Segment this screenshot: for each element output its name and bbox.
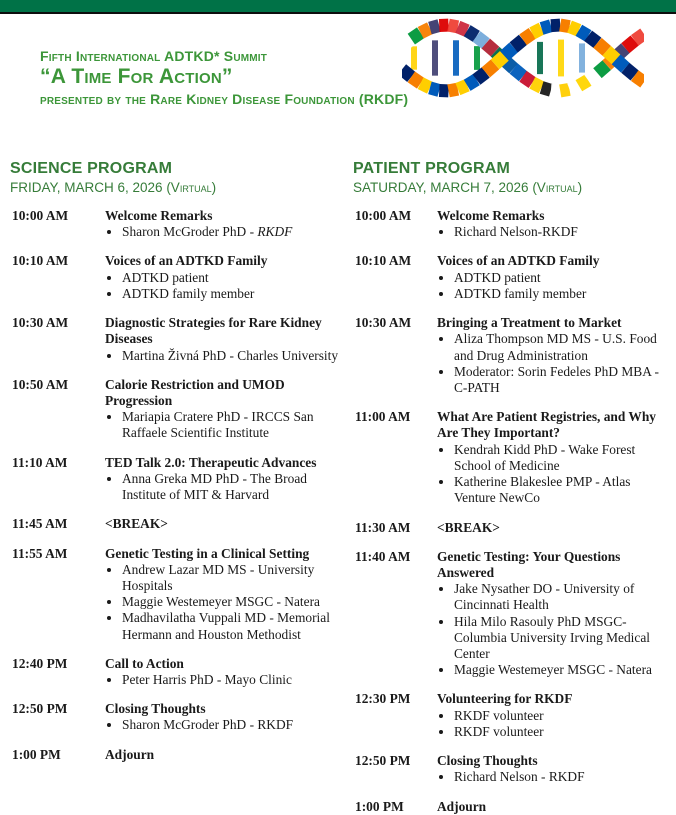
session-time: 11:30 AM — [353, 520, 437, 536]
session-row — [353, 691, 668, 740]
speaker-list — [105, 471, 353, 503]
session-row — [353, 753, 668, 785]
speaker-item: • ADTKD family member — [454, 286, 668, 302]
presented-by-line: presented by the Rare Kidney Disease Foundation (RKDF) — [40, 91, 676, 107]
speaker-item: • Martina Živná PhD - Charles University — [122, 348, 353, 364]
session-row — [353, 409, 668, 506]
science-date-text: FRIDAY, MARCH 6, 2026 — [10, 180, 166, 195]
speaker-list — [105, 270, 353, 302]
session-time: 10:10 AM — [10, 253, 105, 302]
speaker-list — [437, 708, 668, 740]
session-title: Bringing a Treatment to Market — [437, 315, 668, 331]
session-title: Voices of an ADTKD Family — [437, 253, 668, 269]
session-time: 12:40 PM — [10, 656, 105, 688]
session-body — [105, 516, 353, 532]
session-row — [10, 455, 353, 504]
session-time: 11:45 AM — [10, 516, 105, 532]
summit-tagline: “A Time For Action” — [40, 65, 676, 89]
patient-program-column — [353, 160, 676, 815]
speaker-list — [105, 224, 353, 240]
patient-session-list — [353, 208, 668, 815]
session-title: Welcome Remarks — [105, 208, 353, 224]
session-time: 11:10 AM — [10, 455, 105, 504]
session-body — [437, 691, 668, 740]
session-row — [353, 208, 668, 240]
session-body — [437, 409, 668, 506]
session-time: 10:50 AM — [10, 377, 105, 442]
speaker-list — [105, 348, 353, 364]
speaker-list — [105, 562, 353, 643]
session-row — [10, 516, 353, 532]
session-title: Genetic Testing in a Clinical Setting — [105, 546, 353, 562]
speaker-item: • Andrew Lazar MD MS - University Hospitals — [122, 562, 353, 594]
session-time: 10:30 AM — [10, 315, 105, 364]
session-title: Calorie Restriction and UMOD Progression — [105, 377, 353, 409]
speaker-item: • Maggie Westemeyer MSGC - Natera — [454, 662, 668, 678]
speaker-item: • Anna Greka MD PhD - The Broad Institute of MIT & Harvard — [122, 471, 353, 503]
session-body — [105, 315, 353, 364]
science-date-virtual: (Virtual) — [166, 180, 216, 195]
session-time: 11:00 AM — [353, 409, 437, 506]
session-time: 10:10 AM — [353, 253, 437, 302]
summit-title: Fifth International ADTKD* Summit — [40, 48, 676, 64]
science-program-title: SCIENCE PROGRAM — [10, 160, 353, 178]
session-body — [437, 315, 668, 396]
science-session-list — [10, 208, 353, 763]
session-body — [105, 377, 353, 442]
session-row — [10, 656, 353, 688]
speaker-list — [437, 769, 668, 785]
session-body — [105, 455, 353, 504]
speaker-list — [437, 331, 668, 396]
speaker-list — [105, 717, 353, 733]
speaker-item: • Peter Harris PhD - Mayo Clinic — [122, 672, 353, 688]
session-row — [10, 315, 353, 364]
session-title: What Are Patient Registries, and Why Are They Important? — [437, 409, 668, 441]
session-row — [353, 549, 668, 679]
session-body — [437, 549, 668, 679]
speaker-list — [437, 224, 668, 240]
speaker-item: • Sharon McGroder PhD - RKDF — [122, 224, 353, 240]
session-body — [105, 546, 353, 643]
session-title: Genetic Testing: Your Questions Answered — [437, 549, 668, 581]
session-time: 10:00 AM — [10, 208, 105, 240]
session-row — [10, 253, 353, 302]
session-body — [105, 208, 353, 240]
session-row — [10, 701, 353, 733]
speaker-item: • Aliza Thompson MD MS - U.S. Food and Drug Administration — [454, 331, 668, 363]
speaker-item: • Richard Nelson - RKDF — [454, 769, 668, 785]
patient-date-virtual: (Virtual) — [532, 180, 582, 195]
session-body — [437, 799, 668, 815]
speaker-list — [105, 672, 353, 688]
session-body — [105, 701, 353, 733]
session-time: 11:40 AM — [353, 549, 437, 679]
session-time: 12:30 PM — [353, 691, 437, 740]
speaker-item: • Richard Nelson-RKDF — [454, 224, 668, 240]
session-title: <BREAK> — [437, 520, 668, 536]
speaker-list — [105, 409, 353, 441]
session-time: 1:00 PM — [10, 747, 105, 763]
speaker-item: • Jake Nysather DO - University of Cincinnati Health — [454, 581, 668, 613]
speaker-item: • Hila Milo Rasouly PhD MSGC- Columbia University Irving Medical Center — [454, 614, 668, 663]
session-row — [10, 377, 353, 442]
speaker-list — [437, 581, 668, 678]
session-row — [10, 747, 353, 763]
session-row — [10, 208, 353, 240]
session-body — [105, 747, 353, 763]
speaker-item: • ADTKD patient — [122, 270, 353, 286]
session-row — [353, 253, 668, 302]
speaker-item: • ADTKD patient — [454, 270, 668, 286]
session-title: Welcome Remarks — [437, 208, 668, 224]
science-program-column — [10, 160, 353, 815]
patient-program-date — [353, 180, 668, 195]
session-time: 1:00 PM — [353, 799, 437, 815]
session-row — [353, 315, 668, 396]
patient-program-title: PATIENT PROGRAM — [353, 160, 668, 178]
session-time: 12:50 PM — [10, 701, 105, 733]
speaker-item: • ADTKD family member — [122, 286, 353, 302]
science-program-date — [10, 180, 353, 195]
session-title: Adjourn — [105, 747, 353, 763]
session-row — [10, 546, 353, 643]
speaker-item: • Kendrah Kidd PhD - Wake Forest School of Medicine — [454, 442, 668, 474]
session-time: 11:55 AM — [10, 546, 105, 643]
session-body — [105, 253, 353, 302]
session-body — [437, 520, 668, 536]
speaker-item: • Mariapia Cratere PhD - IRCCS San Raffaele Scientific Institute — [122, 409, 353, 441]
session-body — [437, 753, 668, 785]
session-title: Volunteering for RKDF — [437, 691, 668, 707]
speaker-item: • Madhavilatha Vuppali MD - Memorial Hermann and Houston Methodist — [122, 610, 353, 642]
session-row — [353, 799, 668, 815]
session-title: Diagnostic Strategies for Rare Kidney Diseases — [105, 315, 353, 347]
speaker-list — [437, 270, 668, 302]
patient-date-text: SATURDAY, MARCH 7, 2026 — [353, 180, 532, 195]
session-title: Voices of an ADTKD Family — [105, 253, 353, 269]
session-time: 12:50 PM — [353, 753, 437, 785]
speaker-item: • Sharon McGroder PhD - RKDF — [122, 717, 353, 733]
session-title: Closing Thoughts — [105, 701, 353, 717]
speaker-item: • RKDF volunteer — [454, 724, 668, 740]
session-time: 10:00 AM — [353, 208, 437, 240]
speaker-item: • Maggie Westemeyer MSGC - Natera — [122, 594, 353, 610]
session-title: <BREAK> — [105, 516, 353, 532]
speaker-list — [437, 442, 668, 507]
session-body — [437, 208, 668, 240]
session-body — [437, 253, 668, 302]
speaker-item: • Katherine Blakeslee PMP - Atlas Venture NewCo — [454, 474, 668, 506]
session-row — [353, 520, 668, 536]
dna-flags-image — [402, 8, 644, 104]
session-title: Adjourn — [437, 799, 668, 815]
session-time: 10:30 AM — [353, 315, 437, 396]
session-body — [105, 656, 353, 688]
programs-columns — [0, 160, 676, 815]
session-title: Call to Action — [105, 656, 353, 672]
session-title: Closing Thoughts — [437, 753, 668, 769]
masthead — [0, 14, 676, 136]
session-title: TED Talk 2.0: Therapeutic Advances — [105, 455, 353, 471]
speaker-item: • RKDF volunteer — [454, 708, 668, 724]
speaker-item: • Moderator: Sorin Fedeles PhD MBA - C-PATH — [454, 364, 668, 396]
